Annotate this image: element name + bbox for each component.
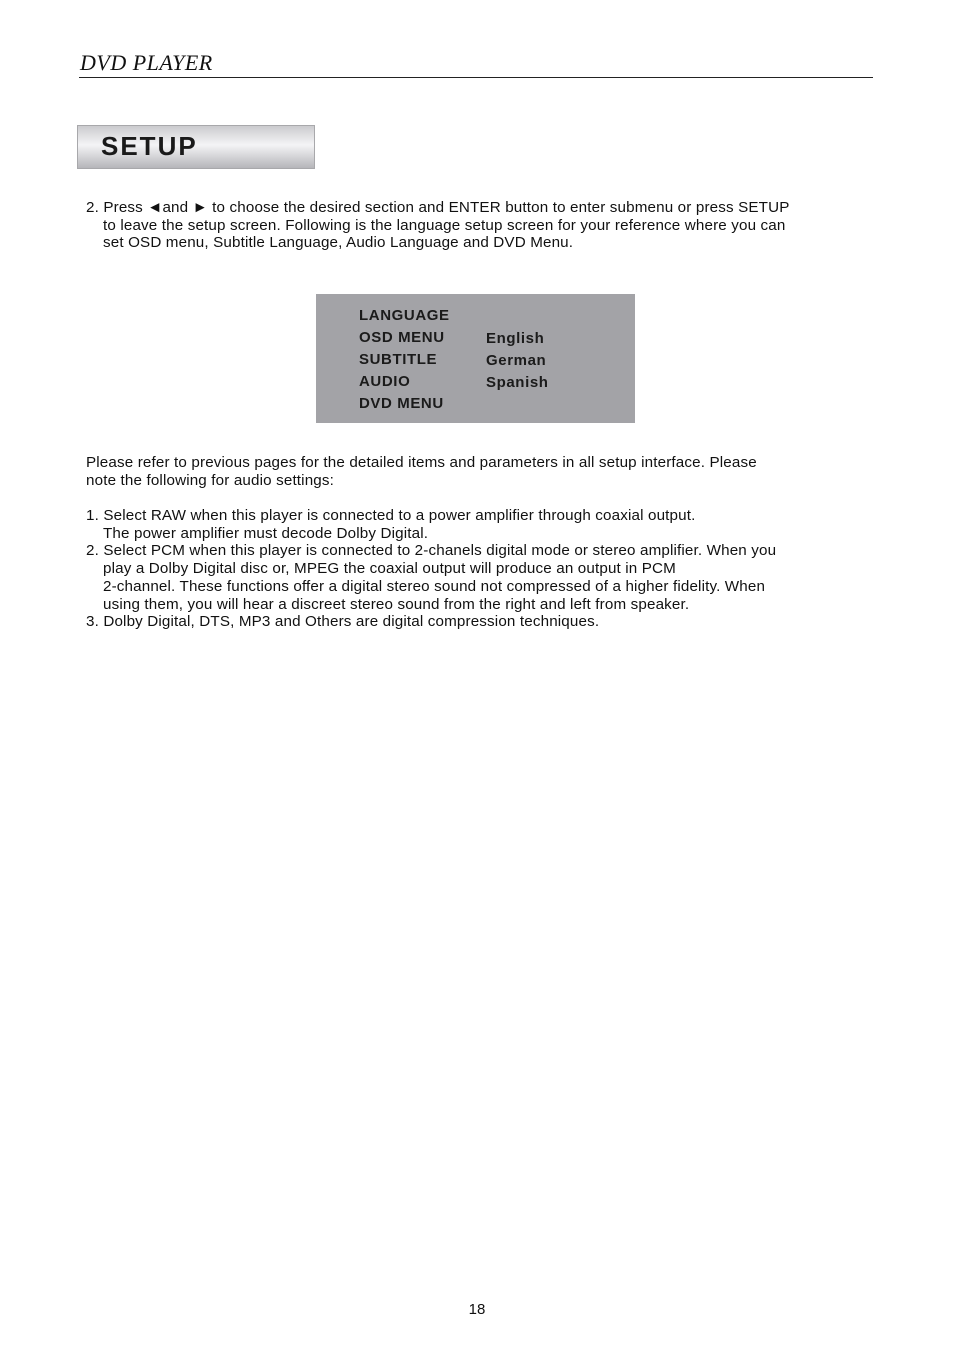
menu-option-english: English — [486, 330, 545, 347]
list-item-continuation: 2-channel. These functions offer a digital stereo sound not compressed of a higher fidelity. When — [103, 577, 766, 595]
text-line: to leave the setup screen. Following is the language setup screen for your reference where you can — [103, 216, 786, 234]
menu-item-language: LANGUAGE — [359, 307, 450, 324]
menu-item-audio: AUDIO — [359, 373, 411, 390]
notes-paragraph — [86, 454, 876, 489]
list-item-continuation: play a Dolby Digital disc or, MPEG the coaxial output will produce an output in PCM — [103, 560, 676, 578]
menu-item-dvd-menu: DVD MENU — [359, 395, 444, 412]
audio-settings-list — [86, 507, 876, 631]
menu-option-spanish: Spanish — [486, 374, 549, 391]
list-item: 3. Dolby Digital, DTS, MP3 and Others are digital compression techniques. — [86, 613, 600, 631]
menu-item-subtitle: SUBTITLE — [359, 351, 438, 368]
text-line: Please refer to previous pages for the detailed items and parameters in all setup interface. Please — [86, 454, 757, 471]
text-line: 2. Press ◄and ► to choose the desired section and ENTER button to enter submenu or press SETUP — [86, 199, 790, 216]
list-item: 2. Select PCM when this player is connected to 2-chanels digital mode or stereo amplifier. When you — [86, 542, 777, 560]
section-title: SETUP — [101, 131, 198, 161]
menu-item-osd-menu: OSD MENU — [359, 329, 445, 346]
list-item-continuation: The power amplifier must decode Dolby Digital. — [103, 524, 429, 542]
menu-option-german: German — [486, 352, 547, 369]
page-header-title: DVD PLAYER — [80, 50, 213, 75]
list-item-continuation: using them, you will hear a discreet stereo sound from the right and left from speaker. — [103, 595, 690, 613]
section-banner — [77, 125, 315, 169]
text-line: note the following for audio settings: — [86, 471, 335, 489]
list-item: 1. Select RAW when this player is connected to a power amplifier through coaxial output. — [86, 507, 696, 524]
intro-paragraph — [86, 199, 876, 252]
header-rule — [79, 77, 873, 78]
text-line: set OSD menu, Subtitle Language, Audio Language and DVD Menu. — [103, 234, 574, 252]
language-setup-screen — [316, 294, 635, 423]
page-number: 18 — [468, 1301, 486, 1318]
